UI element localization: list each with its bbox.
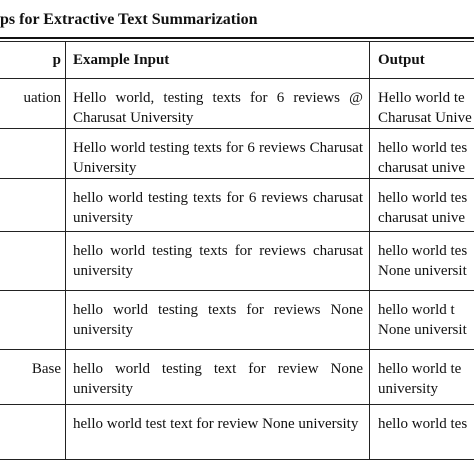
title-rule — [0, 37, 474, 39]
table-row — [0, 405, 474, 460]
output-line: None universit — [378, 322, 467, 338]
header-row — [0, 42, 474, 79]
output-line: None universit — [378, 263, 467, 279]
output-line: Charusat Unive — [378, 110, 472, 126]
table-row — [0, 291, 474, 350]
input-cell: hello world testing texts for 6 reviews charusat university — [66, 179, 370, 232]
table-row — [0, 129, 474, 179]
output-line: Hello world te — [378, 90, 465, 106]
step-cell — [0, 179, 66, 232]
output-line: hello world tes — [378, 140, 468, 156]
header-output: Output — [370, 42, 474, 79]
input-cell: hello world testing texts for reviews None university — [66, 291, 370, 350]
output-cell — [370, 179, 474, 232]
step-cell — [0, 232, 66, 291]
output-cell — [370, 129, 474, 179]
step-cell: uation — [0, 79, 66, 129]
output-cell — [370, 350, 474, 405]
output-line: hello world tes — [378, 190, 468, 206]
input-cell: hello world testing text for review None university — [66, 350, 370, 405]
output-line: hello world t — [378, 302, 455, 318]
output-cell — [370, 405, 474, 460]
output-line: hello world tes — [378, 243, 468, 259]
input-cell: hello world testing texts for reviews charusat university — [66, 232, 370, 291]
table-row — [0, 179, 474, 232]
header-example-input: Example Input — [66, 42, 370, 79]
step-cell — [0, 291, 66, 350]
step-cell: Base — [0, 350, 66, 405]
output-cell — [370, 79, 474, 129]
summarization-steps-table — [0, 41, 474, 460]
header-step: p — [0, 42, 66, 79]
table-title: ps for Extractive Text Summarization — [0, 11, 258, 28]
table-row — [0, 232, 474, 291]
step-cell — [0, 405, 66, 460]
input-cell: Hello world testing texts for 6 reviews Charusat University — [66, 129, 370, 179]
output-cell — [370, 291, 474, 350]
table-row — [0, 350, 474, 405]
output-line: charusat unive — [378, 210, 466, 226]
output-cell — [370, 232, 474, 291]
output-line: hello world tes — [378, 416, 468, 432]
output-line: hello world te — [378, 361, 462, 377]
table-row — [0, 79, 474, 129]
output-line: charusat unive — [378, 160, 466, 176]
output-line: university — [378, 381, 438, 397]
step-cell — [0, 129, 66, 179]
input-cell: hello world test text for review None university — [66, 405, 370, 460]
input-cell: Hello world, testing texts for 6 reviews @ Charusat University — [66, 79, 370, 129]
